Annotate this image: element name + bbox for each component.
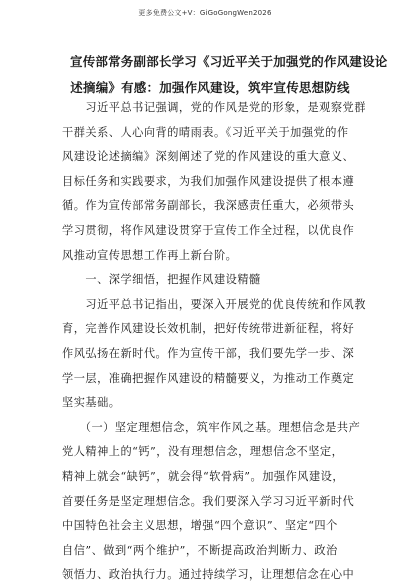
body-line: 学习贯彻，将作风建设贯穿于宣传工作全过程，以优良作 [62, 223, 355, 237]
body-line: 风建设论述摘编》深刻阐述了党的作风建设的重大意义、 [62, 150, 355, 164]
body-line: 精神上就会“缺钙”，就会得“软骨病”。加强作风建设， [62, 469, 345, 483]
body-line: 干群关系、人心向背的晴雨表。《习近平关于加强党的作 [62, 125, 349, 139]
title-line-2: 述摘编》有感：加强作风建设，筑牢宣传思想防线 [70, 80, 350, 95]
header-watermark: 更多免费公文+V：GiGoGongWen2026 [138, 9, 272, 17]
title-line-1: 宣传部常务副部长学习《习近平关于加强党的作风建设论 [70, 54, 388, 69]
subsection-line: （一）坚定理想信念，筑牢作风之基。理想信念是共产 [62, 420, 361, 434]
document-body [62, 96, 366, 588]
body-line: 自信”、做到“两个维护”，不断提高政治判断力、政治 [62, 543, 338, 557]
body-line: 目标任务和实践要求，为我们加强作风建设提供了根本遵 [62, 174, 355, 188]
body-line: 学一层，准确把握作风建设的精髓要义，为推动工作奠定 [62, 371, 355, 385]
body-line: 中国特色社会主义思想，增强“四个意识”、坚定“四个 [62, 519, 338, 533]
body-line: 育，完善作风建设长效机制，把好传统带进新征程，将好 [62, 322, 355, 336]
body-line: 循。作为宣传部常务副部长，我深感责任重大，必须带头 [62, 199, 355, 213]
body-line: 作风弘扬在新时代。作为宣传干部，我们要先学一步、深 [62, 346, 355, 360]
body-line: 坚实基础。 [62, 396, 121, 410]
body-line: 风推动宣传思想工作再上新台阶。 [62, 248, 238, 262]
body-line: 党人精神上的“钙”，没有理想信念，理想信念不坚定， [62, 445, 344, 459]
body-line: 习近平总书记强调，党的作风是党的形象，是观察党群 [62, 101, 366, 114]
body-line: 首要任务是坚定理想信念。我们要深入学习习近平新时代 [62, 494, 355, 508]
section-heading: 一、深学细悟，把握作风建设精髓 [62, 273, 261, 287]
body-line: 领悟力、政治执行力。通过持续学习，让理想信念在心中 [62, 568, 355, 582]
body-line: 习近平总书记指出，要深入开展党的优良传统和作风教 [62, 297, 366, 311]
document-title [70, 49, 388, 101]
